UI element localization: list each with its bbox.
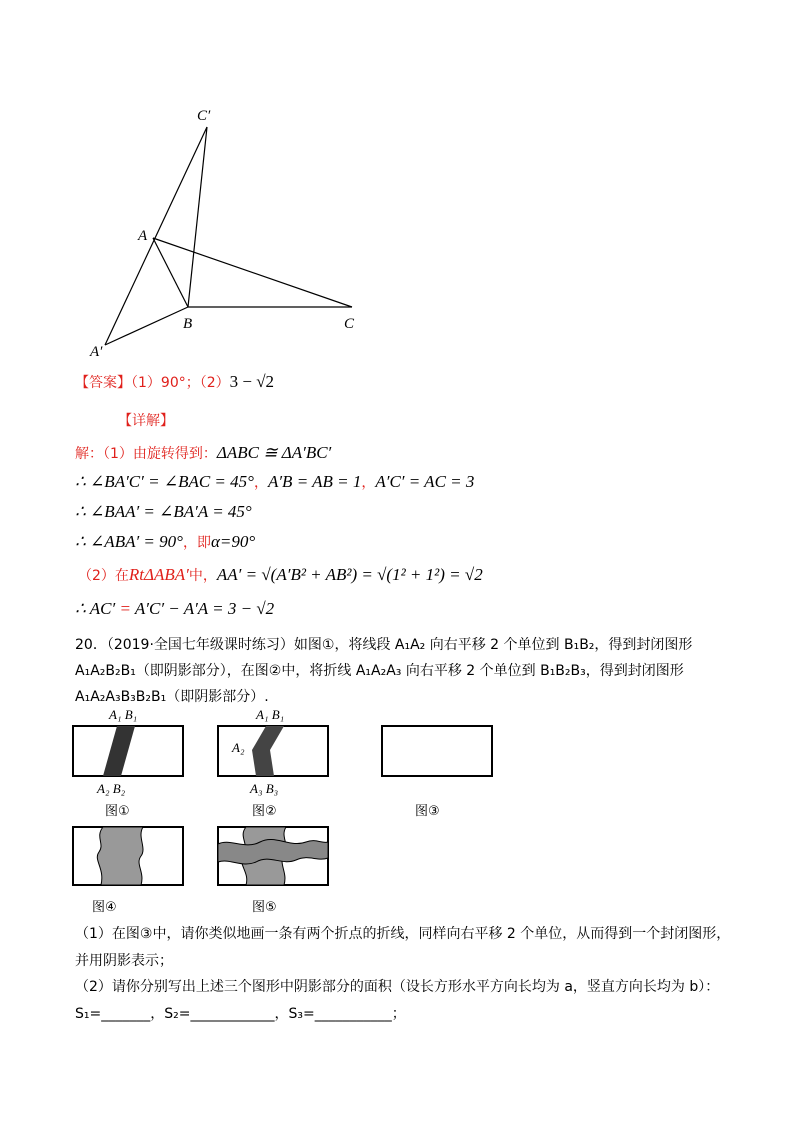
segment-a-prime-b [105,307,188,345]
figure-2 [210,706,340,801]
fig1-caption: 图① [105,804,130,819]
fig1-top-labels: A₁ B₁ [109,707,138,722]
label-c-prime: C′ [197,108,211,124]
solution-l4-math-b: α=90° [210,532,256,551]
problem-line-3: A₁A₂A₃B₃B₂B₁（即阴影部分）. [75,689,269,705]
solution-l4-red: ，即 [182,535,211,551]
solution-l5-math-b: AA′ = √(A′B² + AB²) = √(1² + 1²) = √2 [216,565,483,584]
solution-line-3 [75,502,252,522]
fig1-bottom-labels: A₂ B₂ [97,781,126,796]
label-c: C [344,316,355,332]
solution-line-2 [75,472,474,492]
fig4-caption: 图④ [92,900,117,915]
triangle-rotation-figure [80,100,380,370]
answer-value: 3 − √2 [229,372,275,391]
solution-l6-math-b: A′C′ − A′A = 3 − √2 [134,599,275,618]
fig3-caption: 图③ [415,804,440,819]
fig5-caption: 图⑤ [252,900,277,915]
figure-1 [65,706,195,801]
solution-l2-sep: ， [253,475,268,491]
question-2-line-1: （2）请你分别写出上述三个图形中阴影部分的面积（设长方形水平方向长均为 a，竖直方向长均为 b）： [75,979,720,995]
label-a-prime: A′ [90,344,103,360]
solution-line-1 [75,443,331,463]
figure-5 [210,822,340,892]
solution-l1-prefix: 解：（1）由旋转得到： [75,446,217,462]
solution-line-6 [75,599,274,619]
answer-tag: 【答案】 [75,375,131,391]
problem-line-1: 20．（2019·全国七年级课时练习）如图①，将线段 A₁A₂ 向右平移 2 个单位到 B₁B₂，得到封闭图形 [75,637,693,653]
solution-l3-math: ∴ ∠BAA′ = ∠BA′A = 45° [75,502,252,521]
figure-4 [65,822,195,892]
fig2-mid-b: B₂ [272,744,285,759]
figure-3 [375,720,500,780]
question-1-line-1: （1）在图③中，请你类似地画一条有两个折点的折线，同样向右平移 2 个单位，从而得到一个封闭图形， [75,926,731,942]
solution-l5-prefix: （2）在 [78,568,129,584]
segment-c-prime-b [188,127,207,307]
solution-l2-math-b: A′B = AB = 1 [267,472,362,491]
solution-l6-math-a: ∴ AC′ [75,599,116,618]
fig2-caption: 图② [252,804,277,819]
question-2-line-2: S₁=_______，S₂=____________，S₃=___________； [75,1006,406,1022]
solution-l1-math: ΔABC ≅ ΔA′BC′ [216,443,332,462]
solution-l2-math-c: A′C′ = AC = 3 [375,472,475,491]
solution-line-4 [75,532,255,552]
answer-line [75,372,274,392]
solution-l6-eq: = [115,599,135,618]
solution-l2-math-a: ∴ ∠BA′C′ = ∠BAC = 45° [75,472,254,491]
fig2-bottom-labels: A₃ B₃ [250,781,279,796]
segment-a-prime-c-prime [105,127,207,345]
question-1-line-2: 并用阴影表示； [75,953,173,969]
detail-tag: 【详解】 [118,413,174,429]
solution-l5-math-a: RtΔABA′ [128,565,189,584]
label-b: B [183,316,193,332]
fig4-shaded-region [97,827,143,885]
solution-l4-math: ∴ ∠ABA′ = 90° [75,532,183,551]
problem-line-2: A₁A₂B₂B₁（即阴影部分），在图②中，将折线 A₁A₂A₃ 向右平移 2 个单位到 B₁B₂B₃，得到封闭图形 [75,663,684,679]
solution-l2-sep2: ， [361,475,376,491]
fig2-mid-a: A₂ [232,740,245,755]
solution-l5-mid: 中， [188,568,217,584]
answer-part1: （1）90°；（2） [131,375,230,391]
solution-line-5 [78,565,483,585]
fig2-top-labels: A₁ B₁ [256,707,285,722]
label-a: A [138,228,148,244]
